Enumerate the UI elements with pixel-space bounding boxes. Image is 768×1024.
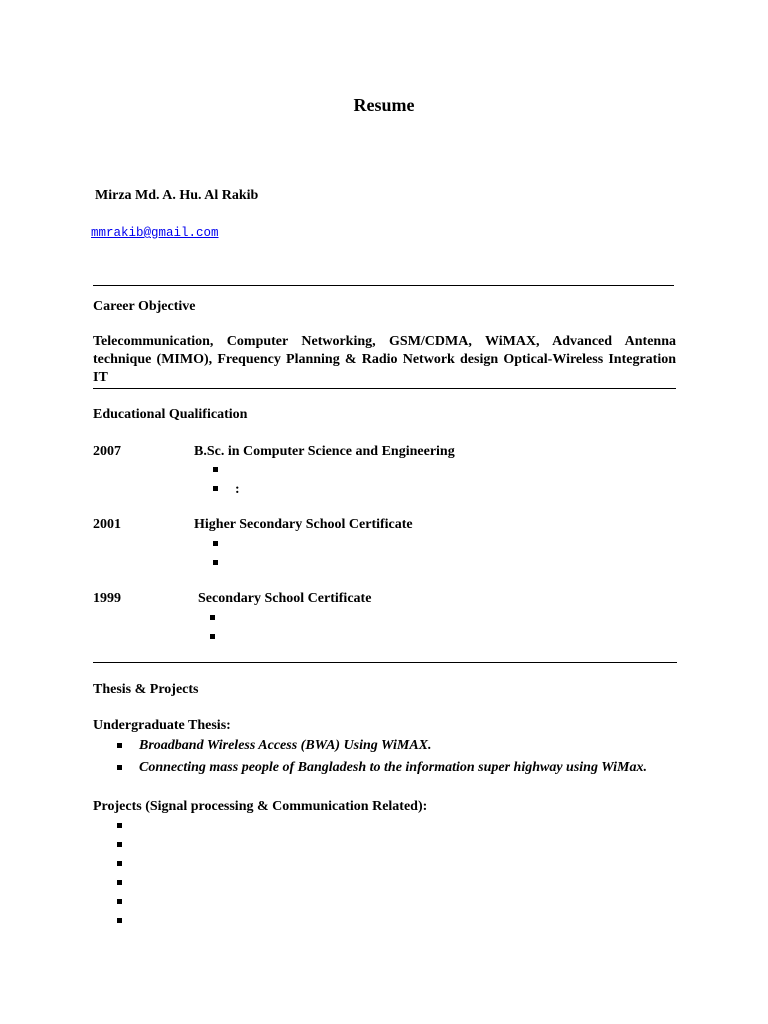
bullet-icon [117, 842, 122, 847]
bullet-icon [117, 743, 122, 748]
education-bullet-text: : [235, 482, 240, 497]
thesis-projects-heading: Thesis & Projects [93, 682, 199, 697]
thesis-item: Broadband Wireless Access (BWA) Using WiMAX. [139, 738, 432, 753]
divider [93, 285, 674, 286]
education-degree: B.Sc. in Computer Science and Engineering [194, 444, 455, 459]
projects-heading: Projects (Signal processing & Communication Related): [93, 799, 428, 814]
bullet-icon [213, 541, 218, 546]
thesis-item: Connecting mass people of Bangladesh to the information super highway using WiMax. [139, 760, 647, 775]
bullet-icon [117, 823, 122, 828]
bullet-icon [117, 765, 122, 770]
bullet-icon [213, 467, 218, 472]
career-objective-text: Telecommunication, Computer Networking, GSM/CDMA, WiMAX, Advanced Antenna technique (MIMO), Frequency Planning & Radio Network design Optical-Wireless Integration IT [93, 334, 676, 385]
bullet-icon [117, 861, 122, 866]
bullet-icon [210, 615, 215, 620]
education-year: 2007 [93, 444, 121, 459]
page-title: Resume [353, 95, 415, 115]
bullet-icon [117, 899, 122, 904]
bullet-icon [213, 560, 218, 565]
education-degree: Secondary School Certificate [198, 591, 372, 606]
bullet-icon [210, 634, 215, 639]
applicant-name: Mirza Md. A. Hu. Al Rakib [95, 188, 259, 203]
divider [93, 662, 677, 663]
education-degree: Higher Secondary School Certificate [194, 517, 413, 532]
education-year: 2001 [93, 517, 121, 532]
bullet-icon [117, 918, 122, 923]
bullet-icon [117, 880, 122, 885]
email-link[interactable]: mmrakib@gmail.com [91, 226, 219, 240]
bullet-icon [213, 486, 218, 491]
undergraduate-thesis-heading: Undergraduate Thesis: [93, 718, 231, 733]
education-heading: Educational Qualification [93, 407, 248, 422]
education-year: 1999 [93, 591, 121, 606]
divider [93, 388, 676, 389]
career-objective-heading: Career Objective [93, 299, 196, 314]
